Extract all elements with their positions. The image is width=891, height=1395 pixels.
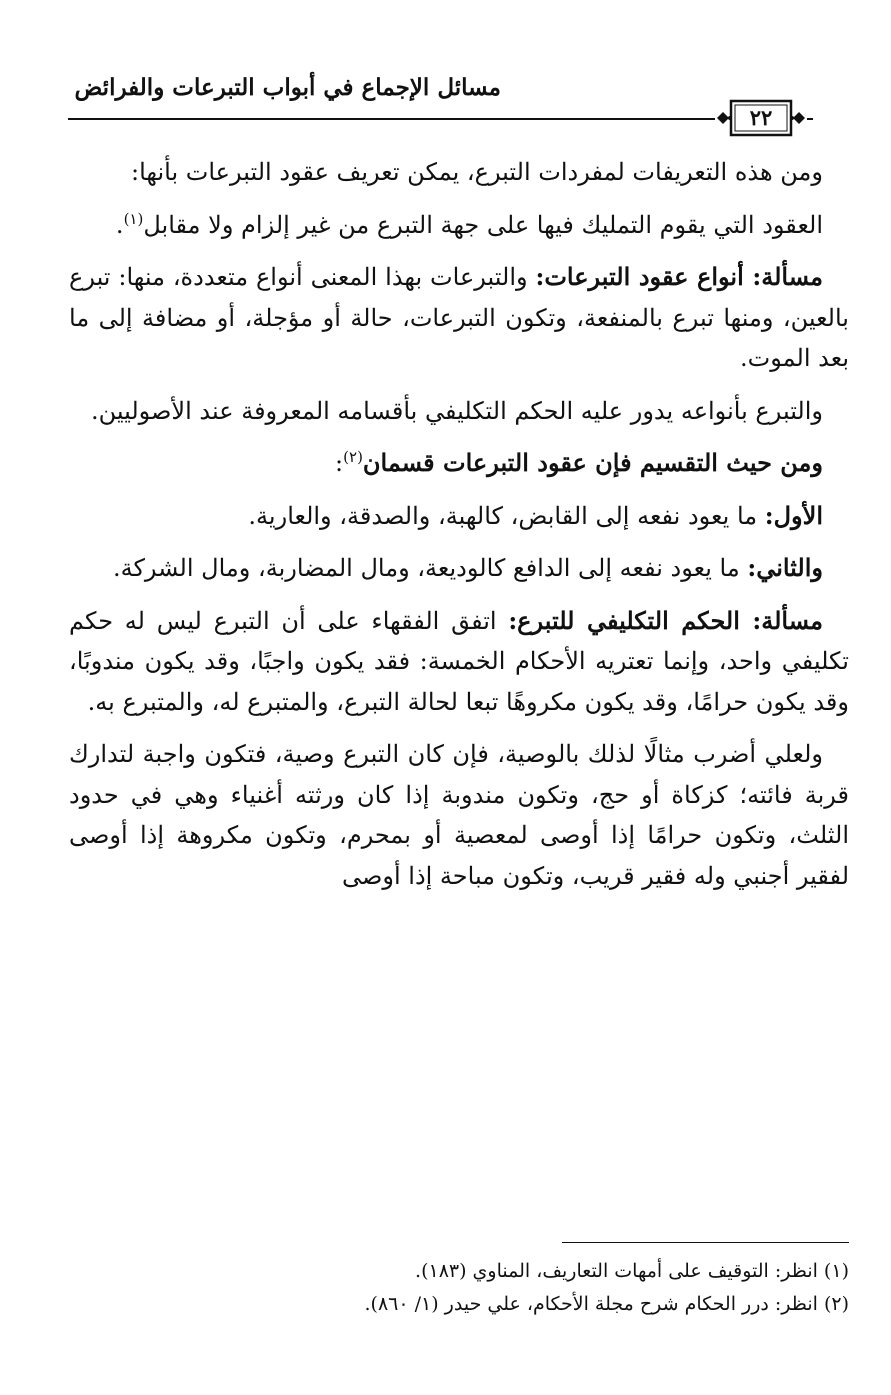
issue-heading-types: مسألة: أنواع عقود التبرعات: xyxy=(535,262,823,291)
footnote-ref-1: (١) xyxy=(123,209,144,228)
page-number: ٢٢ xyxy=(749,105,773,130)
division-text: ومن حيث التقسيم فإن عقود التبرعات قسمان xyxy=(362,448,823,477)
body-text xyxy=(69,152,849,908)
paragraph-legal-ruling xyxy=(69,601,849,723)
issue-heading-ruling: مسألة: الحكم التكليفي للتبرع: xyxy=(508,605,823,635)
types-text: والتبرعات بهذا المعنى أنواع متعددة، منها: تبرع بالعين، ومنها تبرع بالمنفعة، وتكون التبرعات، حالة أو مؤجلة، أو مضافة إلى ما بعد الموت. xyxy=(69,263,849,372)
running-title: مسائل الإجماع في أبواب التبرعات والفرائض xyxy=(74,74,501,101)
division-end: : xyxy=(335,449,344,477)
definition-end: . xyxy=(115,210,124,239)
paragraph-will-example: ولعلي أضرب مثالًا لذلك بالوصية، فإن كان التبرع وصية، فتكون واجبة لتدارك قربة فائته؛ كزكاة أو حج، وتكون مندوبة إذا كان ورثته أغنياء وهي في حدود الثلث، وتكون حرامًا إذا أوصى لمعصية أو بمحرم، وتكون مكروهة إذا أوصى لفقير أجنبي وله فقير قريب، وتكون مباحة إذا أوصى xyxy=(69,740,849,890)
footnote-rule xyxy=(562,1242,849,1243)
paragraph-second-type xyxy=(69,548,849,589)
header-rule xyxy=(68,118,813,120)
second-label: والثاني: xyxy=(747,553,823,582)
paragraph-definition-intro: ومن هذه التعريفات لمفردات التبرع، يمكن تعريف عقود التبرعات بأنها: xyxy=(131,158,823,186)
paragraph-types xyxy=(69,257,849,379)
second-text: ما يعود نفعه إلى الدافع كالوديعة، ومال المضاربة، ومال الشركة. xyxy=(112,554,748,582)
paragraph-division xyxy=(69,443,849,484)
paragraph-definition xyxy=(69,205,849,246)
paragraph-ruling-intro: والتبرع بأنواعه يدور عليه الحكم التكليفي بأقسامه المعروفة عند الأصوليين. xyxy=(90,396,823,425)
footnote-2: (٢) انظر: درر الحكام شرح مجلة الأحكام، علي حيدر (١/ ٨٦٠). xyxy=(364,1293,849,1315)
ruling-text: اتفق الفقهاء على أن التبرع ليس له حكم تكليفي واحد، وإنما تعتريه الأحكام الخمسة: فقد يكون واجبًا، وقد يكون مندوبًا، وقد يكون حرامًا، وقد يكون مكروهًا تبعا لحالة التبرع، والمتبرع له، والمتبرع به. xyxy=(69,606,849,716)
footnote-1: (١) انظر: التوقيف على أمهات التعاريف، المناوي (١٨٣). xyxy=(415,1260,849,1282)
paragraph-first-type xyxy=(69,496,849,537)
page-number-ornament xyxy=(715,98,807,138)
definition-text: العقود التي يقوم التمليك فيها على جهة التبرع من غير إلزام ولا مقابل xyxy=(143,210,823,239)
footnotes xyxy=(69,1255,849,1321)
first-text: ما يعود نفعه إلى القابض، كالهبة، والصدقة، والعارية. xyxy=(248,501,765,530)
footnote-ref-2: (٢) xyxy=(343,448,363,466)
first-label: الأول: xyxy=(764,500,823,530)
